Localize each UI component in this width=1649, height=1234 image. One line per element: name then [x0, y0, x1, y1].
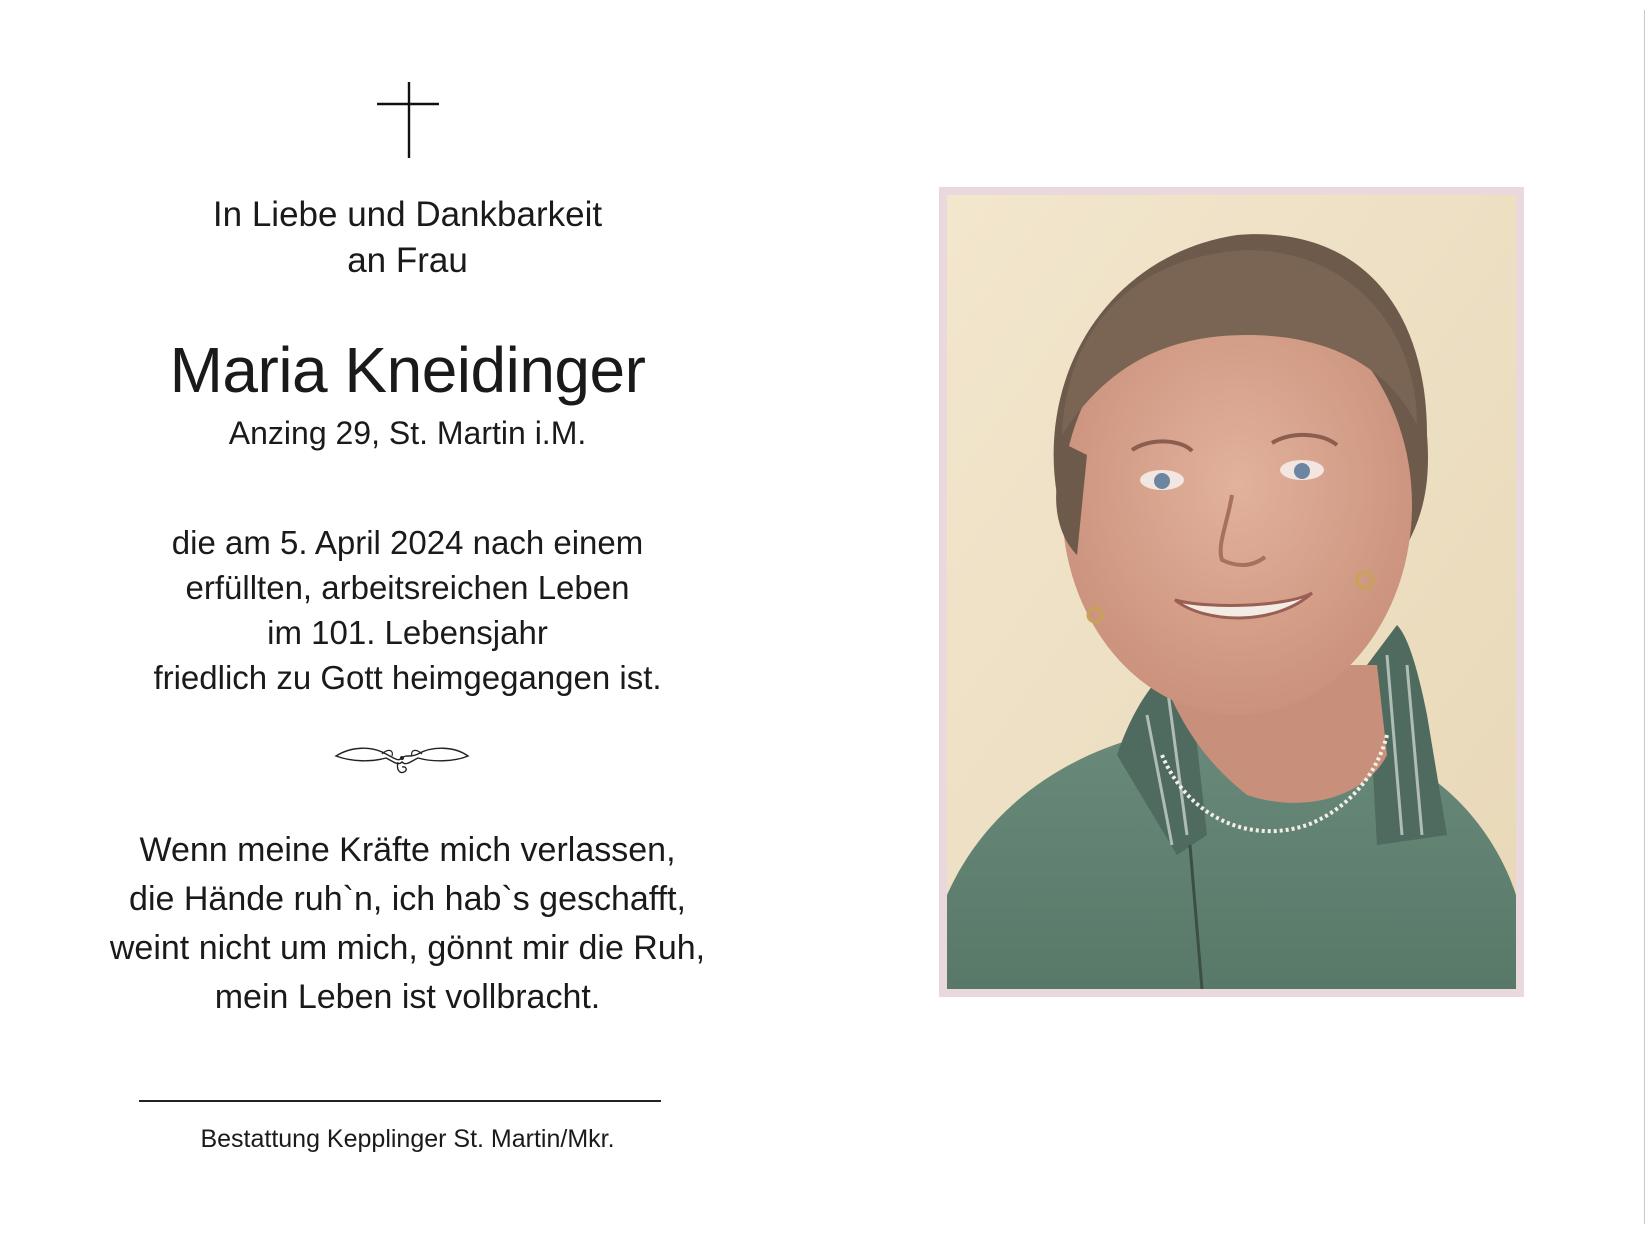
divider-line	[139, 1100, 661, 1102]
dedication-text	[70, 192, 745, 284]
memorial-poem	[70, 826, 745, 1022]
notice-line: im 101. Lebensjahr	[267, 614, 548, 651]
portrait-frame	[939, 187, 1524, 997]
cross-icon	[375, 80, 441, 160]
notice-line: friedlich zu Gott heimgegangen ist.	[153, 659, 662, 696]
poem-line: mein Leben ist vollbracht.	[214, 978, 601, 1016]
notice-line: erfüllten, arbeitsreichen Leben	[185, 569, 630, 606]
dedication-line: In Liebe und Dankbarkeit	[212, 195, 603, 234]
flourish-ornament-icon	[332, 740, 472, 780]
portrait-photo	[947, 195, 1516, 989]
deceased-name: Maria Kneidinger	[169, 334, 646, 406]
poem-line: weint nicht um mich, gönnt mir die Ruh,	[109, 929, 706, 967]
death-notice-text	[70, 520, 745, 700]
poem-line: die Hände ruh`n, ich hab`s geschafft,	[129, 880, 686, 918]
poem-line: Wenn meine Kräfte mich verlassen,	[139, 831, 676, 869]
deceased-address: Anzing 29, St. Martin i.M.	[228, 415, 587, 451]
card-edge-line	[1644, 10, 1645, 1224]
notice-line: die am 5. April 2024 nach einem	[171, 524, 644, 561]
undertaker-credit: Bestattung Kepplinger St. Martin/Mkr.	[200, 1125, 615, 1153]
dedication-line: an Frau	[347, 241, 468, 280]
